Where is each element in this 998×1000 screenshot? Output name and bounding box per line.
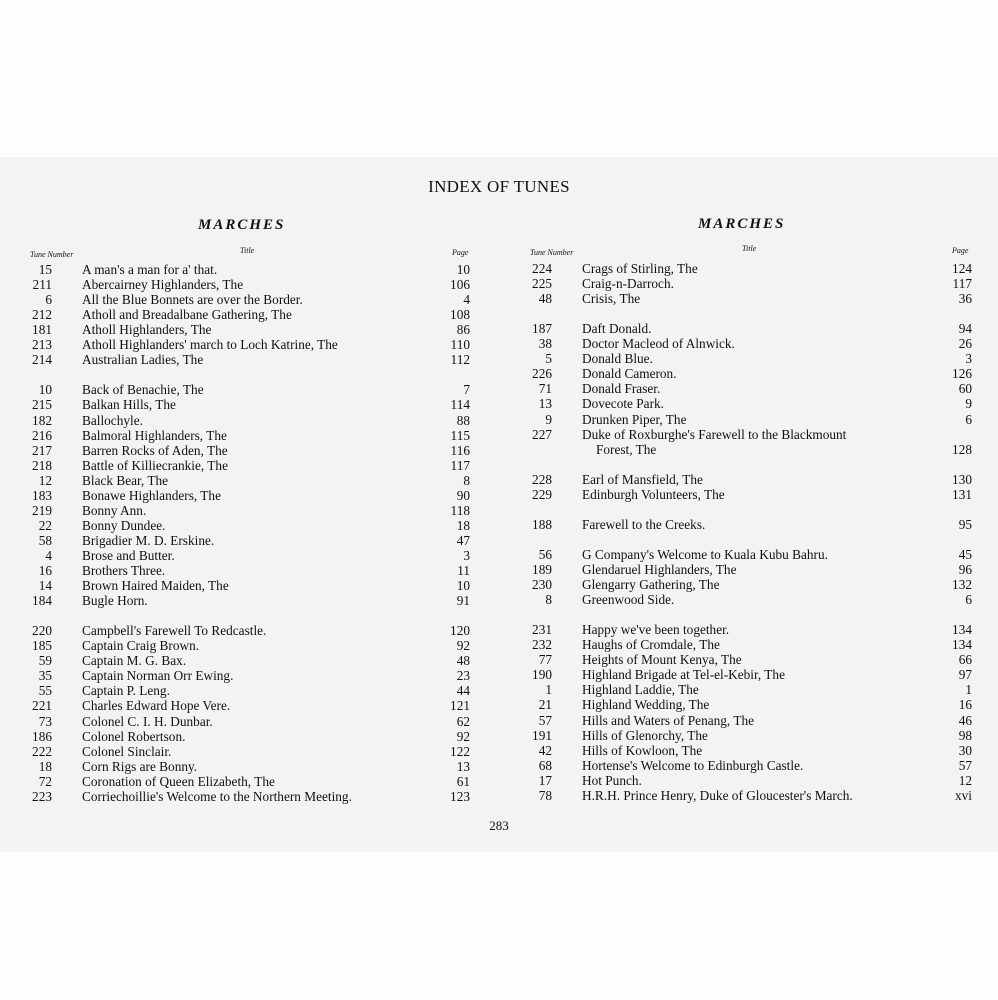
index-entry [500,547,998,562]
tune-number: 229 [532,486,552,502]
tune-title: Donald Blue. [582,351,653,367]
tune-title: Captain Norman Orr Ewing. [82,668,234,684]
page-ref: 120 [450,623,470,639]
tune-number: 5 [545,351,552,367]
page-ref: 124 [952,261,972,276]
index-entry [500,743,998,758]
tune-number: 58 [38,532,52,548]
page-ref: 86 [456,322,470,338]
index-entry [0,744,498,759]
page-ref: 18 [456,517,470,533]
tune-title: Campbell's Farewell To Redcastle. [82,623,267,639]
tune-number: 48 [538,291,552,307]
index-entry [0,759,498,774]
tune-title: Drunken Piper, The [582,411,687,427]
page-ref: 26 [958,336,972,352]
page-ref: 66 [958,652,972,668]
page-ref: 9 [965,396,972,412]
index-entry [0,563,498,578]
index-entry [0,322,498,337]
index-entry [500,396,998,411]
tune-title: H.R.H. Prince Henry, Duke of Gloucester's March. [582,787,853,803]
tune-number: 42 [538,742,552,758]
tune-title: Colonel Sinclair. [82,743,172,759]
tune-number: 184 [32,593,52,609]
index-entry [0,473,498,488]
index-entry [500,381,998,396]
tune-number: 182 [32,412,52,428]
index-entry [500,487,998,502]
tune-title: Battle of Killiecrankie, The [82,457,228,473]
tune-title: Captain Craig Brown. [82,638,200,654]
page-ref: 6 [965,592,972,608]
tune-number: 1 [545,682,552,698]
tune-number: 223 [32,788,52,804]
tune-title: Glendaruel Highlanders, The [582,562,737,577]
page-ref: 61 [456,773,470,789]
tune-number: 6 [45,292,52,308]
tune-title: Brose and Butter. [82,547,175,563]
left-header-title: Title [240,246,255,255]
index-entry [500,788,998,803]
page-ref: 131 [952,486,972,502]
tune-title: Back of Benachie, The [82,382,204,398]
page-ref: 8 [463,472,470,488]
index-entry [0,714,498,729]
tune-number: 77 [538,652,552,668]
right-section-heading: MARCHES [698,216,786,232]
page-ref: 116 [450,442,470,458]
page-ref: 122 [450,743,470,759]
tune-title: Highland Wedding, The [582,697,710,713]
page-ref: 30 [958,742,972,758]
tune-title: All the Blue Bonnets are over the Border. [82,292,303,308]
tune-number: 218 [32,457,52,473]
page-ref: 4 [463,292,470,308]
page-ref: 90 [456,487,470,503]
tune-number: 18 [38,758,52,774]
tune-number: 8 [545,592,552,608]
left-header-number: Tune Number [30,250,74,259]
page-ref: 45 [958,546,972,562]
tune-title: Balkan Hills, The [82,397,176,413]
page-ref: 47 [456,532,470,548]
index-entry [500,728,998,743]
tune-number: 217 [32,442,52,458]
page-ref: 126 [952,366,972,382]
index-entry [0,397,498,412]
index-entry [0,593,498,608]
tune-title: Bonny Ann. [82,502,147,518]
tune-number: 14 [38,578,52,594]
index-entry [500,366,998,381]
page-ref: 57 [958,757,972,773]
index-entry [500,652,998,667]
tune-title: Donald Cameron. [582,366,677,382]
page-title: INDEX OF TUNES [428,177,570,196]
index-entry [500,261,998,276]
index-entry [500,517,998,532]
page-ref: 95 [958,516,972,532]
tune-title: Forest, The [596,441,657,457]
tune-title: Hills of Glenorchy, The [582,727,708,743]
index-entry [0,548,498,563]
tune-title: Coronation of Queen Elizabeth, The [82,773,275,789]
index-entry [0,337,498,352]
tune-title: Edinburgh Volunteers, The [582,486,725,502]
index-entry [0,488,498,503]
tune-title: Charles Edward Hope Vere. [82,698,231,714]
index-entry [0,443,498,458]
tune-title: G Company's Welcome to Kuala Kubu Bahru. [582,546,828,562]
tune-number: 17 [538,772,552,788]
tune-number: 188 [532,516,552,532]
tune-number: 9 [545,411,552,427]
tune-number: 212 [32,307,52,323]
tune-title: Ballochyle. [82,412,143,428]
tune-number: 231 [532,622,552,638]
index-entry [500,682,998,697]
tune-number: 228 [532,471,552,487]
index-entry [500,412,998,427]
index-entry [0,789,498,804]
index-entry [500,622,998,637]
index-entry [0,683,498,698]
page-ref: 3 [965,351,972,367]
tune-number: 181 [32,322,52,338]
tune-title: Colonel C. I. H. Dunbar. [82,713,213,729]
page-ref: 97 [958,667,972,683]
page-ref: 117 [952,276,972,292]
page-ref: xvi [955,787,972,803]
index-entry [0,774,498,789]
tune-number: 73 [38,713,52,729]
left-section-heading: MARCHES [198,217,286,233]
tune-number: 38 [538,336,552,352]
tune-title: Barren Rocks of Aden, The [82,442,228,458]
page-ref: 6 [965,411,972,427]
tune-title: Bugle Horn. [82,593,148,609]
page-ref: 130 [952,471,972,487]
tune-title: Captain P. Leng. [82,683,170,699]
page-ref: 23 [456,668,470,684]
page-ref: 48 [456,653,470,669]
index-entry [0,262,498,277]
index-entry [0,668,498,683]
index-entry [500,592,998,607]
index-entry [0,413,498,428]
page-ref: 128 [952,441,972,457]
index-entry [500,562,998,577]
index-entry [500,321,998,336]
index-entry [500,773,998,788]
tune-number: 57 [538,712,552,728]
index-entry [0,653,498,668]
tune-number: 224 [532,261,552,276]
page-ref: 115 [450,427,470,443]
tune-number: 220 [32,623,52,639]
tune-number: 219 [32,502,52,518]
page-ref: 1 [965,682,972,698]
tune-number: 72 [38,773,52,789]
tune-number: 186 [32,728,52,744]
tune-number: 16 [38,563,52,578]
tune-title: Craig-n-Darroch. [582,276,674,292]
tune-number: 225 [532,276,552,292]
tune-title: Brigadier M. D. Erskine. [82,532,215,548]
page-ref: 123 [450,788,470,804]
tune-title: Hills of Kowloon, The [582,742,703,758]
index-entry [0,698,498,713]
index-entry [0,292,498,307]
tune-number: 221 [32,698,52,714]
page-ref: 62 [456,713,470,729]
index-entry [0,638,498,653]
tune-number: 78 [538,787,552,803]
page-ref: 60 [958,381,972,397]
index-entry [500,697,998,712]
index-entry [500,667,998,682]
page-number: 283 [489,818,509,833]
index-entry [0,518,498,533]
index-entry [500,758,998,773]
page-ref: 132 [952,577,972,593]
tune-title: Atholl and Breadalbane Gathering, The [82,307,292,323]
index-entry [0,623,498,638]
tune-number: 35 [38,668,52,684]
page-ref: 46 [958,712,972,728]
tune-title: Bonny Dundee. [82,517,166,533]
tune-title: Brothers Three. [82,563,166,578]
tune-number: 227 [532,426,552,442]
page-ref: 118 [450,502,470,518]
tune-title: Balmoral Highlanders, The [82,427,227,443]
page-ref: 108 [450,307,470,323]
index-entry [500,351,998,366]
index-entry [0,578,498,593]
page-ref: 134 [952,622,972,638]
tune-number: 15 [38,262,52,277]
page-ref: 11 [457,563,470,578]
tune-number: 22 [38,517,52,533]
index-entry [0,729,498,744]
tune-title: Haughs of Cromdale, The [582,637,720,653]
tune-number: 21 [538,697,552,713]
index-entry [0,277,498,292]
tune-title: Dovecote Park. [582,396,664,412]
tune-number: 213 [32,337,52,353]
index-entry [500,291,998,306]
index-entry [0,307,498,322]
page-ref: 36 [958,291,972,307]
page-ref: 7 [463,382,470,398]
tune-title: Daft Donald. [582,321,652,337]
tune-number: 185 [32,638,52,654]
tune-title: Earl of Mansfield, The [582,471,703,487]
page-ref: 121 [450,698,470,714]
tune-number: 12 [38,472,52,488]
tune-title: Highland Laddie, The [582,682,699,698]
page-ref: 134 [952,637,972,653]
page-ref: 44 [456,683,470,699]
page-ref: 16 [958,697,972,713]
tune-title: Corn Rigs are Bonny. [82,758,198,774]
right-header-number: Tune Number [530,248,574,257]
tune-title: Crisis, The [582,291,641,307]
index-entry [500,336,998,351]
tune-number: 216 [32,427,52,443]
tune-number: 55 [38,683,52,699]
page-ref: 114 [450,397,470,413]
index-entry [0,428,498,443]
index-entry [500,713,998,728]
index-entry [0,503,498,518]
page-ref: 10 [456,262,470,277]
tune-title: Greenwood Side. [582,592,675,608]
tune-title: Heights of Mount Kenya, The [582,652,742,668]
tune-number: 187 [532,321,552,337]
tune-title: Hills and Waters of Penang, The [582,712,755,728]
page-ref: 13 [456,758,470,774]
tune-number: 189 [532,562,552,577]
right-header-page: Page [952,246,969,255]
tune-number: 230 [532,577,552,593]
tune-number: 211 [32,277,52,293]
tune-number: 191 [532,727,552,743]
page-ref: 96 [958,562,972,577]
tune-title: Australian Ladies, The [82,352,204,368]
page-ref: 88 [456,412,470,428]
tune-title: Happy we've been together. [582,622,730,638]
index-entry [500,472,998,487]
index-entry [0,533,498,548]
page-ref: 110 [450,337,470,353]
tune-title: Atholl Highlanders, The [82,322,212,338]
index-entry [500,427,998,442]
tune-title: Duke of Roxburghe's Farewell to the Blackmount [582,426,847,442]
tune-title: Captain M. G. Bax. [82,653,187,669]
page-ref: 106 [450,277,470,293]
page-ref: 112 [450,352,470,368]
tune-number: 10 [38,382,52,398]
tune-number: 56 [538,546,552,562]
page-ref: 3 [463,547,470,563]
tune-title: Corriechoillie's Welcome to the Northern Meeting. [82,788,352,804]
tune-title: Bonawe Highlanders, The [82,487,221,503]
index-entry [500,276,998,291]
page-ref: 98 [958,727,972,743]
page-ref: 91 [456,593,470,609]
tune-title: Colonel Robertson. [82,728,186,744]
index-entry [0,382,498,397]
tune-number: 190 [532,667,552,683]
tune-number: 222 [32,743,52,759]
page-ref: 12 [958,772,972,788]
tune-title: Black Bear, The [82,472,168,488]
tune-title: Crags of Stirling, The [582,261,698,276]
tune-title: Atholl Highlanders' march to Loch Katrine, The [82,337,338,353]
tune-number: 68 [538,757,552,773]
tune-title: Farewell to the Creeks. [582,516,706,532]
tune-title: Donald Fraser. [582,381,661,397]
page-ref: 92 [456,638,470,654]
tune-title: Highland Brigade at Tel-el-Kebir, The [582,667,785,683]
tune-title: Brown Haired Maiden, The [82,578,229,594]
tune-title: A man's a man for a' that. [82,262,218,277]
tune-number: 214 [32,352,52,368]
index-entry [500,577,998,592]
tune-title: Abercairney Highlanders, The [82,277,244,293]
tune-number: 183 [32,487,52,503]
tune-number: 226 [532,366,552,382]
index-entry [0,352,498,367]
tune-number: 232 [532,637,552,653]
page-ref: 92 [456,728,470,744]
index-entry [500,637,998,652]
page-ref: 10 [456,578,470,594]
right-header-title: Title [742,244,757,253]
left-header-page: Page [452,248,469,257]
tune-title: Hot Punch. [582,772,642,788]
index-entry [0,458,498,473]
tune-number: 13 [538,396,552,412]
page-ref: 117 [450,457,470,473]
tune-number: 59 [38,653,52,669]
tune-title: Hortense's Welcome to Edinburgh Castle. [582,757,804,773]
tune-title: Doctor Macleod of Alnwick. [582,336,735,352]
tune-number: 4 [45,547,52,563]
index-entry [500,442,998,457]
tune-title: Glengarry Gathering, The [582,577,720,593]
tune-number: 71 [538,381,552,397]
page-ref: 94 [958,321,972,337]
tune-number: 215 [32,397,52,413]
